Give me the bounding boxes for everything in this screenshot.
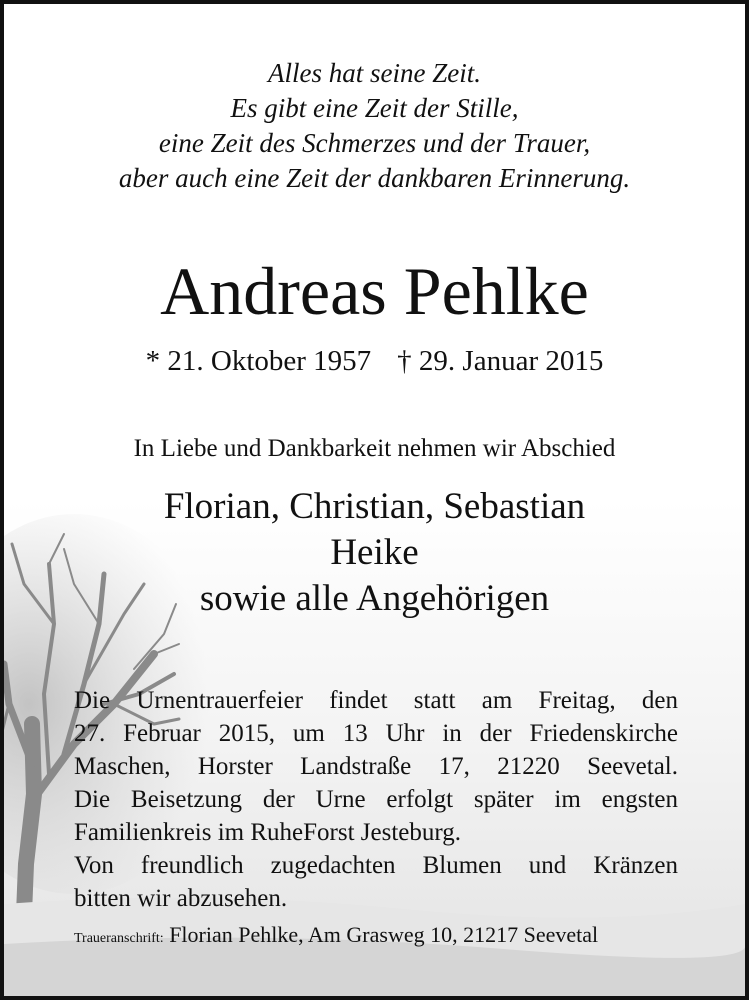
address-label: Traueranschrift: — [74, 931, 164, 946]
notice-line: 27. Februar 2015, um 13 Uhr in der Friedenskirche — [74, 720, 678, 747]
farewell-line: In Liebe und Dankbarkeit nehmen wir Abschied — [133, 435, 616, 462]
poem-line: Alles hat seine Zeit. — [268, 58, 481, 88]
mourner-line: Heike — [330, 532, 419, 573]
mourner-line: Florian, Christian, Sebastian — [163, 486, 586, 527]
notice-line: Von freundlich zugedachten Blumen und Kränzen — [74, 852, 678, 879]
notice-line: Die Beisetzung der Urne erfolgt später im engsten — [74, 786, 678, 813]
notice-line: Maschen, Horster Landstraße 17, 21220 Seevetal. — [74, 753, 678, 780]
poem-line: Es gibt eine Zeit der Stille, — [230, 93, 519, 123]
notice-line: bitten wir abzusehen. — [74, 885, 288, 912]
death-date: † 29. Januar 2015 — [397, 345, 604, 377]
funeral-notice — [74, 684, 678, 915]
mourners — [4, 484, 745, 622]
notice-line: Familienkreis im RuheForst Jesteburg. — [74, 819, 462, 846]
poem — [4, 56, 745, 196]
poem-line: eine Zeit des Schmerzes und der Trauer, — [158, 128, 591, 158]
notice-line: Die Urnentrauerfeier findet statt am Freitag, den — [74, 687, 678, 714]
deceased-name: Andreas Pehlke — [160, 253, 589, 329]
life-dates — [4, 342, 745, 380]
mourning-address — [74, 921, 684, 953]
poem-line: aber auch eine Zeit der dankbaren Erinnerung. — [118, 163, 631, 193]
address-value: Florian Pehlke, Am Grasweg 10, 21217 Seevetal — [169, 922, 599, 947]
mourner-line: sowie alle Angehörigen — [199, 578, 550, 619]
birth-date: * 21. Oktober 1957 — [145, 345, 372, 377]
